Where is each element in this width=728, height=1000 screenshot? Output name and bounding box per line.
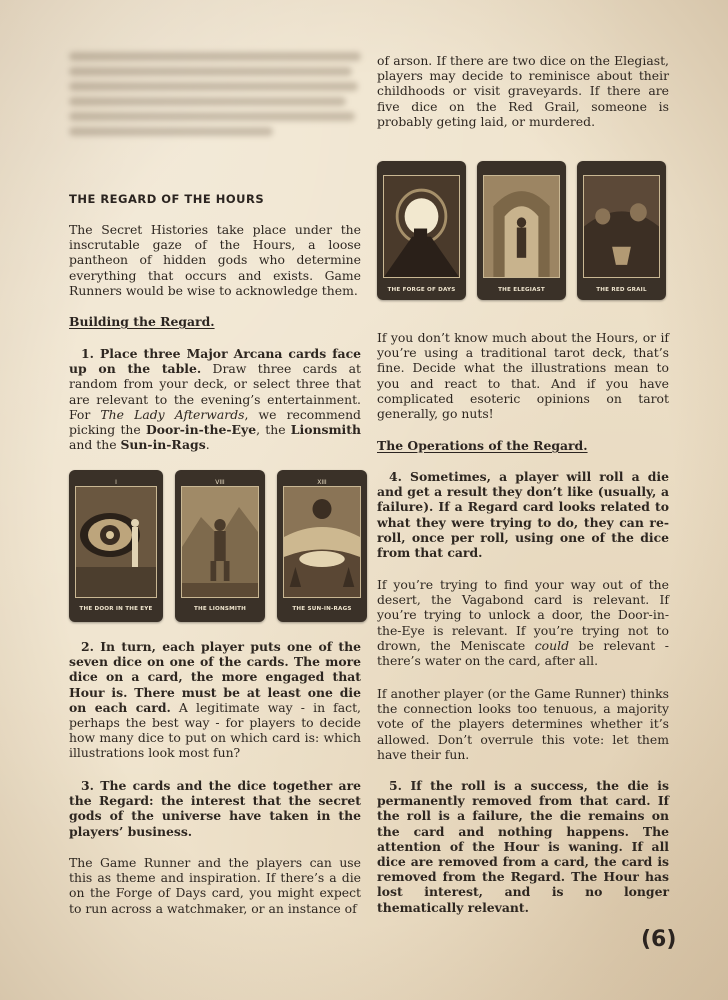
- page-number: (6): [641, 927, 677, 952]
- intro-paragraph: The Secret Histories take place under the inscrutable gaze of the Hours, a loose pantheon of hidden gods who determine everything that occurs and exists. Game Runners would be wise to acknowledge them.: [69, 222, 361, 298]
- tarot-paragraph: If you don’t know much about the Hours, or if you’re using a traditional tarot deck, that’s fine. Decide what the illustrations mean to you and react to that. And if you have complicated esoteric opinions on tarot generally, go nuts!: [377, 330, 669, 422]
- step-1-paragraph: 1. Place three Major Arcana cards face up on the table. Draw three cards at random from your deck, or select three that are relevant to the evening’s entertainment. For The Lady Afterwards, we recommend picking the Door-in-the-Eye, the Lionsmith and the Sun-in-Rags.: [69, 346, 361, 453]
- tarot-card-lionsmith: VIII THE LIONSMITH: [175, 470, 265, 622]
- operations-subheading: The Operations of the Regard.: [377, 438, 588, 453]
- blurred-text: [69, 52, 361, 152]
- vote-paragraph: If another player (or the Game Runner) thinks the connection looks too tenuous, a majority vote of the players determines whether it’s allowed. Don’t overrule this vote: let them have their fun.: [377, 686, 669, 762]
- tarot-card-door-in-the-eye: I THE DOOR IN THE EYE: [69, 470, 163, 622]
- left-card-row: [69, 470, 367, 622]
- section-heading: THE REGARD OF THE HOURS: [69, 192, 265, 206]
- tarot-card-sun-in-rags: XIII THE SUN-IN-RAGS: [277, 470, 367, 622]
- step-4-paragraph: 4. Sometimes, a player will roll a die and get a result they don’t like (usually, a failure). If a Regard card looks related to what they were trying to do, they can re-roll, once per roll, using one of the dice from that card.: [377, 469, 669, 561]
- tarot-card-elegiast: THE ELEGIAST: [477, 161, 566, 300]
- tarot-card-forge-of-days: THE FORGE OF DAYS: [377, 161, 466, 300]
- theme-paragraph: The Game Runner and the players can use this as theme and inspiration. If there’s a die on the Forge of Days card, you might expect to run across a watchmaker, or an instance of: [69, 855, 361, 916]
- step-5-paragraph: 5. If the roll is a success, the die is permanently removed from that card. If the roll is a failure, the die remains on the card and nothing happens. The attention of the Hour is waning. If all dice are removed from a card, the card is removed from the Regard. The Hour has lost interest, and is no longer thematically relevant.: [377, 778, 669, 915]
- arson-paragraph: of arson. If there are two dice on the Elegiast, players may decide to reminisce about their childhoods or visit graveyards. If there are five dice on the Red Grail, someone is probably geting laid, or murdered.: [377, 53, 669, 129]
- desert-paragraph: If you’re trying to find your way out of the desert, the Vagabond card is relevant. If you’re trying to unlock a door, the Door-in-the-Eye is relevant. If you’re trying not to drown, the Meniscate could be relevant - there’s water on the card, after all.: [377, 577, 669, 669]
- right-card-row: [377, 161, 666, 300]
- building-subheading: Building the Regard.: [69, 314, 215, 329]
- step-2-paragraph: 2. In turn, each player puts one of the seven dice on one of the cards. The more dice on a card, the more engaged that Hour is. There must be at least one die on each card. A legitimate way - in fact, perhaps the best way - for players to decide how many dice to put on which card is: which illustrations look most fun?: [69, 639, 361, 761]
- step-3-paragraph: 3. The cards and the dice together are the Regard: the interest that the secret gods of the universe have taken in the players’ business.: [69, 778, 361, 839]
- tarot-card-red-grail: THE RED GRAIL: [577, 161, 666, 300]
